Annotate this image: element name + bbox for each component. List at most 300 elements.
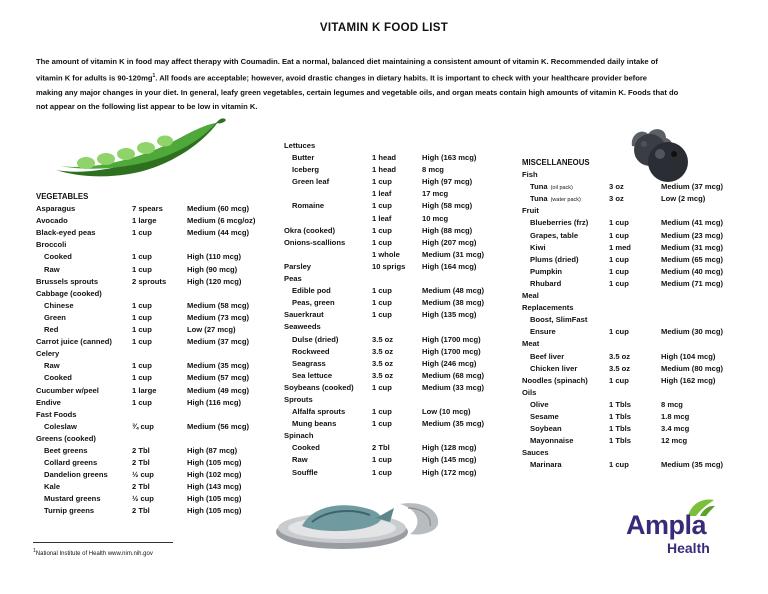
serving-size: 2 Tbl [132,458,150,468]
category-row [522,303,752,315]
footnote-text: National Institute of Health www.nim.nih.gov [35,551,153,557]
food-row [284,371,514,383]
serving-size: 1 Tbls [609,399,631,409]
vitamin-k-amount: 8 mcg [661,399,683,409]
serving-size: 1 cup [372,419,392,429]
food-name-text: Kale [44,482,61,492]
food-name [292,407,345,416]
food-name [36,410,77,419]
food-name [530,243,546,252]
food-name-text: Beet greens [44,445,88,455]
food-row [36,494,276,506]
food-name-text: Romaine [292,201,325,211]
food-name-text: Greens (cooked) [36,433,96,443]
food-name-text: Boost, SlimFast [530,315,588,325]
food-row [522,436,752,448]
food-name-text: Chinese [44,300,74,310]
vitamin-k-amount: Medium (23 mcg) [661,230,724,240]
vegetables-column-2 [284,141,514,480]
food-name [292,201,324,210]
vitamin-k-amount: High (164 mcg) [422,261,477,271]
food-name-text: Replacements [522,303,574,313]
food-name [44,494,101,503]
footnote-marker: 1 [33,548,36,554]
food-name-text: Mung beans [292,419,337,429]
vitamin-k-amount: High (110 mcg) [187,252,242,262]
heading-text: MISCELLANEOUS [522,158,590,167]
serving-size: ½ cup [132,494,154,504]
food-name-text: Edible pod [292,286,331,296]
serving-size: 1 cup [609,460,629,470]
food-row [36,506,276,518]
vitamin-k-amount: Medium (80 mcg) [661,363,724,373]
food-name-text: Fish [522,170,538,180]
food-name-text: Sesame [530,411,559,421]
food-name-text: Seagrass [292,358,326,368]
food-name-text: Ensure [530,327,556,337]
serving-size: 3.5 oz [372,346,394,356]
food-name [530,182,573,191]
intro-line: The amount of vitamin K in food may affect therapy with Coumadin. Eat a normal, balanced diet maintaining a consistent amount of vitamin K. Recommended daily intake of [36,57,658,66]
food-row [522,364,752,376]
food-name-text: Mustard greens [44,494,101,504]
food-name [36,289,102,298]
serving-size: 1 cup [132,300,152,310]
food-name-text: Sauerkraut [284,310,324,320]
food-name [44,301,74,310]
food-row [36,337,276,349]
food-name [36,434,96,443]
food-name-text: Grapes, table [530,230,579,240]
vitamin-k-amount: 17 mcg [422,189,449,199]
serving-size: 1 whole [372,249,400,259]
food-name-text: Peas, green [292,298,335,308]
food-name [522,206,539,215]
food-row [522,279,752,291]
food-name [284,262,311,271]
food-name [36,337,112,346]
serving-size: 3.5 oz [609,363,631,373]
food-name [284,431,314,440]
food-row [36,216,276,228]
serving-size: 3.5 oz [372,358,394,368]
serving-size: 1 cup [132,373,152,383]
food-name-text: Soybean [530,424,562,434]
food-name-text: Turnip greens [44,506,95,516]
food-name-text: Parsley [284,261,312,271]
food-name [530,231,578,240]
food-name [44,252,72,261]
food-row [284,443,514,455]
serving-size: 3.5 oz [372,370,394,380]
logo-health: Health [667,540,710,556]
serving-size: 1 Tbls [609,424,631,434]
food-name [44,482,60,491]
serving-size: 1 cup [609,278,629,288]
vitamin-k-amount: Medium (73 mcg) [187,312,250,322]
food-name [284,274,302,283]
food-name [292,286,331,295]
food-name-text: Kiwi [530,242,546,252]
heading-text: VEGETABLES [36,192,89,201]
food-name-text: Coleslaw [44,421,77,431]
food-name [530,218,588,227]
food-name-text: Meat [522,339,540,349]
food-row [284,347,514,359]
serving-size: 1 cup [132,312,152,322]
vitamin-k-amount: 3.4 mcg [661,424,690,434]
food-name-text: Collard greens [44,458,98,468]
food-name-text: Dandelion greens [44,470,108,480]
vitamin-k-amount: High (105 mcg) [187,458,242,468]
food-row [36,252,276,264]
vitamin-k-amount: High (97 mcg) [422,177,473,187]
food-name [292,455,308,464]
serving-size: 1 cup [609,266,629,276]
category-row [36,410,276,422]
food-name [36,386,99,395]
food-name-text: Onions-scallions [284,237,346,247]
category-row [36,289,276,301]
vitamin-k-amount: Medium (35 mcg) [187,361,250,371]
food-name-text: Cabbage (cooked) [36,288,102,298]
miscellaneous-column [522,158,752,472]
food-name [44,265,60,274]
logo-brand: Ampla [626,510,707,540]
vitamin-k-amount: High (87 mcg) [187,445,238,455]
vitamin-k-amount: High (207 mcg) [422,237,477,247]
food-name [36,277,98,286]
food-row [36,470,276,482]
food-name [36,349,59,358]
food-row [36,301,276,313]
vitamin-k-amount: Medium (37 mcg) [661,182,724,192]
vitamin-k-amount: High (88 mcg) [422,225,473,235]
food-name-text: Fast Foods [36,409,77,419]
food-subnote: (oil pack) [550,185,573,192]
footnote [33,548,153,557]
food-row [36,458,276,470]
footnote-divider [33,542,173,543]
serving-size: 1 cup [372,298,392,308]
vitamin-k-amount: High (172 mcg) [422,467,477,477]
food-name [292,468,318,477]
vitamin-k-amount: Medium (60 mcg) [187,204,250,214]
serving-size: 1 cup [132,325,152,335]
food-row [284,468,514,480]
food-row [36,277,276,289]
food-row [284,419,514,431]
food-name [522,376,588,385]
food-name [44,373,72,382]
food-name [36,204,75,213]
food-name [284,322,321,331]
vitamin-k-amount: Medium (6 mcg/oz) [187,216,256,226]
ampla-health-logo [626,510,716,560]
food-row [522,182,752,194]
vitamin-k-amount: High (163 mcg) [422,153,477,163]
category-row [36,349,276,361]
food-name-text: Rhubard [530,278,562,288]
food-name [292,153,314,162]
serving-size: 1 cup [132,228,152,238]
food-name [292,359,326,368]
category-row [522,388,752,400]
intro-paragraph [36,55,736,114]
serving-size: 2 Tbl [132,506,150,516]
food-row [522,424,752,436]
food-row [284,298,514,310]
food-row [284,455,514,467]
food-row [284,238,514,250]
food-name-text: Beef liver [530,351,565,361]
vitamin-k-amount: High (135 mcg) [422,310,477,320]
vitamin-k-amount: Medium (38 mcg) [422,298,485,308]
category-row [36,240,276,252]
food-subnote: (water pack) [550,197,581,204]
food-name-text: Peas [284,274,302,284]
food-name-text: Brussels sprouts [36,276,99,286]
food-name-text: Raw [292,455,308,465]
serving-size: 1 cup [372,225,392,235]
serving-size: 7 spears [132,204,163,214]
category-row [284,274,514,286]
food-name-text: Tuna [530,194,548,204]
food-name [522,303,574,312]
food-name-text: Okra (cooked) [284,225,336,235]
vitamin-k-amount: High (102 mcg) [187,470,242,480]
serving-size: ½ cup [132,470,154,480]
food-row [36,373,276,385]
vitamin-k-amount: High (105 mcg) [187,506,242,516]
serving-size: 10 sprigs [372,261,406,271]
food-row [522,255,752,267]
category-row [36,434,276,446]
serving-size: 1 head [372,165,397,175]
category-row [522,291,752,303]
food-name-text: Blueberries (frz) [530,218,589,228]
food-name [36,228,96,237]
food-name [284,226,335,235]
intro-text: . All foods are acceptable; however, avoid drastic changes in dietary habits. It is important to check with your healthcare provider before [155,73,648,83]
food-name [530,460,562,469]
food-row [36,482,276,494]
serving-size: 3 oz [609,194,624,204]
vitamin-k-amount: Medium (65 mcg) [661,254,724,264]
food-row [36,446,276,458]
serving-size: 1 cup [132,337,152,347]
serving-size: 1 cup [372,382,392,392]
vitamin-k-amount: Medium (49 mcg) [187,385,250,395]
vitamin-k-amount: High (128 mcg) [422,443,477,453]
vitamin-k-amount: High (104 mcg) [661,351,716,361]
serving-size: 1 leaf [372,189,392,199]
food-name-text: Cooked [44,373,72,383]
food-name-text: Souffle [292,467,318,477]
serving-size: 2 sprouts [132,276,167,286]
food-name [36,216,68,225]
serving-size: 1 Tbls [609,411,631,421]
food-name-text: Cucumber w/peel [36,385,99,395]
food-name-text: Green [44,312,66,322]
intro-line: making any major changes in your diet. In general, leafy green vegetables, certain legumes and vegetable oils, and organ meats contain high amounts of vitamin K. Foods that do [36,87,679,97]
serving-size: 1 cup [372,201,392,211]
food-name [44,361,60,370]
footnote-ref: 1 [152,73,156,79]
food-name-text: Iceberg [292,165,320,175]
vitamin-k-amount: High (145 mcg) [422,455,477,465]
food-name-text: Carrot juice (canned) [36,337,112,347]
food-name [530,436,573,445]
food-row [284,359,514,371]
serving-size: 1 cup [372,455,392,465]
food-name-text: Green leaf [292,177,330,187]
food-row [36,228,276,240]
food-name-text: Alfalfa sprouts [292,407,346,417]
food-name [530,194,581,203]
category-row [522,339,752,351]
category-row [522,206,752,218]
serving-size: 1 cup [132,397,152,407]
food-name-text: Avocado [36,216,68,226]
food-name [36,398,61,407]
food-name-text: Noodles (spinach) [522,375,588,385]
food-row [522,352,752,364]
vitamin-k-amount: High (1700 mcg) [422,346,481,356]
vitamin-k-amount: Medium (40 mcg) [661,266,724,276]
category-row [284,141,514,153]
food-name-text: Raw [44,264,60,274]
vitamin-k-amount: High (1700 mcg) [422,334,481,344]
food-name-text: Meal [522,291,539,301]
food-name [530,267,562,276]
food-name-text: Sprouts [284,394,313,404]
food-name [284,395,313,404]
food-name [522,170,538,179]
serving-size: 1 cup [609,218,629,228]
vitamin-k-amount: Medium (48 mcg) [422,286,485,296]
food-name [292,419,336,428]
vitamin-k-amount: Medium (35 mcg) [661,460,724,470]
food-name [292,298,335,307]
food-name-text: Black-eyed peas [36,228,96,238]
vitamin-k-amount: Medium (44 mcg) [187,228,250,238]
page-title: VITAMIN K FOOD LIST [319,22,449,34]
serving-size: 3.5 oz [609,351,631,361]
food-row [284,214,514,226]
serving-size: 3.5 oz [372,334,394,344]
category-row [522,170,752,182]
food-row [522,412,752,424]
vitamin-k-amount: High (58 mcg) [422,201,473,211]
serving-size: 1 med [609,242,631,252]
vitamin-k-amount: Medium (41 mcg) [661,218,724,228]
food-name-text: Soybeans (cooked) [284,382,354,392]
vitamin-k-amount: Medium (31 mcg) [661,242,724,252]
food-name-text: Chicken liver [530,363,578,373]
food-name [530,424,562,433]
serving-size: 1 large [132,216,157,226]
serving-size: 1 Tbls [609,436,631,446]
food-name-text: Asparagus [36,204,76,214]
serving-size: 1 cup [372,286,392,296]
food-row [36,204,276,216]
vitamin-k-amount: 1.8 mcg [661,411,690,421]
serving-size: 1 cup [609,230,629,240]
food-row [284,310,514,322]
food-name [44,458,97,467]
canned-fish-illustration [272,488,442,552]
food-row [522,327,752,339]
food-name-text: Plums (dried) [530,254,579,264]
food-name-text: Sea lettuce [292,370,333,380]
vegetables-column [36,192,276,519]
intro-text: vitamin K for adults is 90-120mg [36,73,153,83]
category-row [284,395,514,407]
food-row [522,400,752,412]
food-name-text: Spinach [284,431,314,441]
serving-size: 1 leaf [372,213,392,223]
vitamin-k-amount: High (105 mcg) [187,494,242,504]
food-name [292,347,330,356]
food-name-text: Red [44,325,59,335]
section-heading-vegetables [36,192,276,204]
food-row [522,267,752,279]
food-row [36,325,276,337]
serving-size: 1 cup [609,375,629,385]
vitamin-k-amount: High (162 mcg) [661,375,716,385]
food-name [44,506,94,515]
food-name [44,422,77,431]
food-name [530,352,564,361]
serving-size: 1 cup [372,407,392,417]
food-name-text: Olive [530,399,549,409]
food-name [530,412,559,421]
food-name-text: Butter [292,153,315,163]
serving-size: 1 head [372,153,397,163]
food-row [284,407,514,419]
food-name-text: Lettuces [284,141,316,150]
food-name [292,371,332,380]
food-row [522,243,752,255]
serving-size: 1 cup [372,467,392,477]
food-name [522,388,536,397]
food-name-text: Rockweed [292,346,330,356]
food-name [284,238,345,247]
vitamin-k-amount: Low (2 mcg) [661,194,706,204]
food-name [284,141,315,150]
food-name-text: Pumpkin [530,266,563,276]
food-name-text: Oils [522,387,537,397]
food-row [522,231,752,243]
vitamin-k-amount: Medium (71 mcg) [661,278,724,288]
food-row [284,383,514,395]
serving-size: 1 cup [372,310,392,320]
serving-size: 1 large [132,385,157,395]
food-row [284,262,514,274]
category-row [522,315,752,327]
vitamin-k-amount: High (246 mcg) [422,358,477,368]
serving-size: 1 cup [609,327,629,337]
food-name [44,446,87,455]
food-name [530,327,556,336]
food-name [522,291,539,300]
food-name [44,325,58,334]
serving-size: ¾ cup [132,421,154,431]
food-row [36,361,276,373]
food-row [284,189,514,201]
food-name-text: Seaweeds [284,322,321,332]
